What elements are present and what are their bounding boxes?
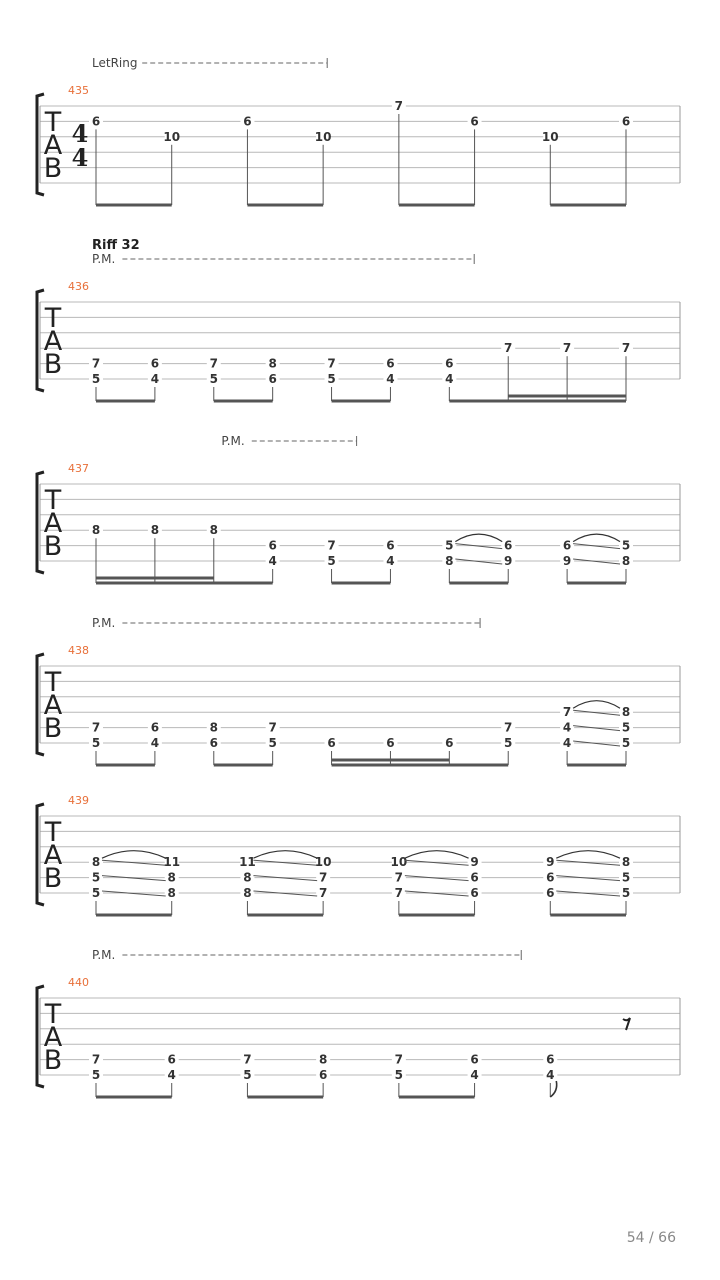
fret-number: 6: [504, 538, 513, 553]
fret-number: 6: [167, 1052, 176, 1067]
fret-number: 6: [445, 356, 454, 371]
fret-number: 7: [91, 356, 101, 371]
fret-number: 10: [163, 129, 181, 144]
fret-number: 4: [562, 736, 572, 750]
fret-number: 8: [209, 720, 218, 735]
fret-number: 7: [327, 538, 336, 553]
fret-number: 4: [546, 1068, 555, 1082]
fret-number: 4: [150, 736, 160, 750]
fret-number: 9: [470, 855, 479, 870]
tab-clef-letter: A: [43, 840, 63, 871]
tab-clef-letter: B: [43, 713, 63, 744]
fret-number: 7: [209, 356, 218, 371]
direction-label: LetRing: [92, 56, 138, 70]
measure-number: 436: [68, 280, 89, 293]
tab-clef-letter: A: [43, 690, 63, 721]
fret-number: 6: [150, 720, 160, 735]
measure-number: 437: [68, 462, 89, 475]
tab-clef-letter: B: [43, 153, 63, 184]
fret-number: 8: [167, 870, 176, 885]
fret-number: 7: [243, 1052, 252, 1067]
fret-number: 7: [318, 886, 328, 900]
fret-number: 6: [386, 356, 395, 371]
tab-clef-letter: T: [44, 667, 62, 698]
tab-clef-letter: T: [44, 107, 62, 138]
slur: [573, 534, 620, 542]
fret-number: 7: [504, 341, 513, 356]
tab-clef-letter: T: [44, 485, 62, 516]
tab-clef-letter: T: [44, 999, 62, 1030]
fret-number: 8: [318, 1052, 328, 1067]
fret-number: 6: [386, 736, 395, 750]
fret-number: 4: [268, 554, 277, 568]
fret-number: 7: [394, 886, 404, 900]
fret-number: 7: [394, 99, 404, 113]
tab-clef-letter: A: [43, 326, 63, 357]
tab-clef-letter: B: [43, 863, 63, 894]
fret-number: 5: [268, 736, 277, 750]
fret-number: 6: [318, 1068, 328, 1082]
fret-number: 5: [243, 1068, 252, 1082]
fret-number: 10: [314, 855, 332, 870]
tab-clef-letter: B: [43, 1045, 63, 1076]
measure-number: 439: [68, 794, 89, 807]
tab-clef-letter: B: [43, 349, 63, 380]
tab-clef-letter: A: [43, 508, 63, 539]
fret-number: 4: [167, 1068, 176, 1082]
fret-number: 5: [621, 870, 631, 885]
note-flag: [550, 1081, 556, 1097]
eighth-rest: [623, 1018, 630, 1030]
fret-number: 7: [394, 1052, 404, 1067]
fret-number: 10: [541, 129, 559, 144]
fret-number: 5: [621, 736, 631, 750]
fret-number: 5: [91, 870, 101, 885]
fret-number: 8: [91, 523, 101, 538]
fret-number: 8: [243, 870, 252, 885]
fret-number: 8: [91, 855, 101, 870]
fret-number: 4: [445, 372, 454, 386]
time-signature-bottom: 4: [71, 143, 89, 172]
fret-number: 6: [268, 372, 277, 386]
fret-number: 6: [243, 114, 252, 129]
fret-number: 7: [394, 870, 404, 885]
fret-number: 6: [268, 538, 277, 553]
fret-number: 5: [209, 372, 218, 386]
fret-number: 7: [91, 720, 101, 735]
slur: [556, 851, 620, 859]
fret-number: 10: [314, 129, 332, 144]
direction-label: P.M.: [92, 948, 116, 962]
fret-number: 6: [445, 736, 454, 750]
fret-number: 6: [621, 114, 631, 129]
fret-number: 4: [150, 372, 160, 386]
slur: [455, 534, 502, 542]
fret-number: 4: [470, 1068, 479, 1082]
fret-number: 4: [386, 372, 395, 386]
fret-number: 7: [504, 720, 513, 735]
fret-number: 7: [621, 341, 631, 356]
fret-number: 8: [268, 356, 277, 371]
fret-number: 6: [546, 1052, 555, 1067]
fret-number: 7: [91, 1052, 101, 1067]
fret-number: 5: [327, 554, 336, 568]
tab-clef-letter: B: [43, 531, 63, 562]
fret-number: 8: [243, 886, 252, 900]
fret-number: 5: [91, 886, 101, 900]
fret-number: 10: [390, 855, 408, 870]
slur: [405, 851, 469, 859]
fret-number: 6: [546, 886, 555, 900]
time-signature-top: 4: [71, 119, 89, 148]
tab-clef-letter: T: [44, 817, 62, 848]
fret-number: 9: [504, 554, 513, 568]
fret-number: 5: [621, 720, 631, 735]
fret-number: 5: [445, 538, 454, 553]
fret-number: 6: [91, 114, 101, 129]
direction-label: P.M.: [221, 434, 245, 448]
measure-number: 438: [68, 644, 89, 657]
tab-clef-letter: A: [43, 130, 63, 161]
fret-number: 7: [268, 720, 277, 735]
fret-number: 8: [150, 523, 160, 538]
fret-number: 9: [546, 855, 555, 870]
fret-number: 6: [209, 736, 218, 750]
fret-number: 5: [327, 372, 336, 386]
fret-number: 5: [91, 1068, 101, 1082]
tab-clef-letter: A: [43, 1022, 63, 1053]
fret-number: 5: [91, 372, 101, 386]
fret-number: 4: [386, 554, 395, 568]
fret-number: 6: [327, 736, 336, 750]
fret-number: 5: [504, 736, 513, 750]
fret-number: 5: [621, 538, 631, 553]
section-label: Riff 32: [92, 238, 140, 253]
fret-number: 7: [562, 341, 572, 356]
fret-number: 5: [621, 886, 631, 900]
measure-number: 440: [68, 976, 89, 989]
fret-number: 6: [470, 1052, 479, 1067]
fret-number: 6: [546, 870, 555, 885]
fret-number: 7: [327, 356, 336, 371]
fret-number: 6: [470, 886, 479, 900]
tab-clef-letter: T: [44, 303, 62, 334]
fret-number: 9: [562, 554, 572, 568]
direction-label: P.M.: [92, 616, 116, 630]
fret-number: 11: [239, 855, 256, 870]
fret-number: 8: [621, 705, 631, 720]
fret-number: 7: [318, 870, 328, 885]
fret-number: 6: [562, 538, 572, 553]
fret-number: 6: [470, 114, 479, 129]
fret-number: 5: [394, 1068, 404, 1082]
slur: [573, 701, 620, 709]
fret-number: 8: [445, 554, 454, 568]
slur: [253, 851, 317, 859]
fret-number: 11: [163, 855, 181, 870]
fret-number: 8: [621, 855, 631, 870]
fret-number: 4: [562, 720, 572, 735]
fret-number: 8: [167, 886, 176, 900]
measure-number: 435: [68, 84, 89, 97]
fret-number: 6: [150, 356, 160, 371]
slur: [102, 851, 166, 859]
page-counter: 54 / 66: [626, 1230, 676, 1246]
direction-label: P.M.: [92, 252, 116, 266]
fret-number: 7: [562, 705, 572, 720]
fret-number: 8: [621, 554, 631, 568]
fret-number: 6: [470, 870, 479, 885]
fret-number: 6: [386, 538, 395, 553]
fret-number: 5: [91, 736, 101, 750]
fret-number: 8: [209, 523, 218, 538]
